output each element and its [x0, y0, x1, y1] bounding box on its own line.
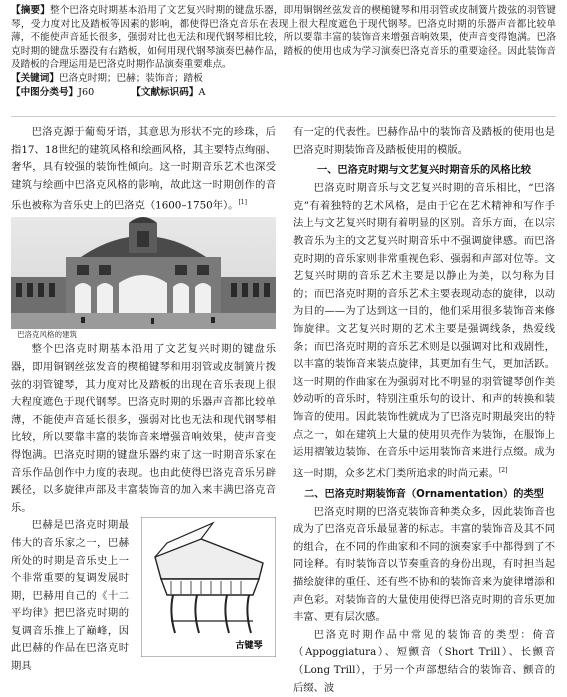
- clc-label: 【中图分类号】: [11, 86, 79, 98]
- citation-ref: [1]: [238, 199, 247, 207]
- keywords-label: 【关键词】: [11, 72, 59, 84]
- left-column: [11, 124, 276, 676]
- intro-paragraph: 巴洛克源于葡萄牙语，其意思为形状不完的珍珠，后指17、18世纪的建筑风格和绘画风格，其主要特点绚丽、奢华，具有较强的装饰性倾向。这一时期音乐艺术也深受建筑与绘画中巴洛克风格的影响，故此这一时期创作的音乐也被称为音乐史上的巴洛克（1600–1750年）。[1]: [11, 126, 276, 212]
- bach-paragraph: 巴赫是巴洛克时期最伟大的音乐家之一，巴赫所处的时期是音乐史上一个非常重要的复调发展时期，巴赫用自己的《十二平均律》把巴洛克时期的复调音乐推上了巅峰，因此巴赫的作品在巴洛克时期具: [11, 519, 129, 673]
- right-paragraph-3: 巴洛克时期作品中常见的装饰音的类型：倚音（Appoggiatura）、短颤音（Short Trill）、长颤音（Long Trill），于另一个声部想结合的装饰音、颤音的后缀、波: [293, 628, 555, 694]
- doc-code-value: A: [198, 86, 206, 98]
- harpsichord-image: [141, 517, 276, 657]
- left-paragraph-2: 整个巴洛克时期基本沿用了文艺复兴时期的键盘乐器，即用铜钢丝弦发音的楔槌键琴和用羽管或皮制簧片拨弦的羽管键琴，其力度对比及踏板的出现在音乐表现上很大程度遮色于现代钢琴。巴洛克时期的乐器声音都比较单薄，不能使声音延长很多，强弱对比也无法和现代钢琴相比较，所以要靠丰富的装饰音来增强音响效果，使声音变得饱满。巴洛克时期的键盘乐器约束了这一时期音乐家在音乐作品创作中力度的表现。也由此使得巴洛克音乐另辟蹊径，以多旋律声部及丰富装饰音的加入来丰满巴洛克音乐。: [11, 343, 276, 514]
- abstract-divider: [11, 116, 556, 117]
- abstract-label: 【摘要】: [11, 5, 50, 16]
- classification-line: [11, 86, 556, 100]
- keywords-line: [11, 72, 556, 86]
- harpsichord-label: 古键琴: [235, 641, 263, 652]
- abstract-text: 整个巴洛克时期基本沿用了文艺复兴时期的键盘乐器，即用铜钢丝弦发音的楔槌键琴和用羽管或皮制簧片拨弦的羽管键琴，受力度对比及踏板等因素的影响，都使得巴洛克音乐在表现上很大程度遮色于现代钢琴。巴洛克时期的乐器声音都比较单薄，不能使声音延长很多，强弱对比也无法和现代钢琴相比较，所以要靠丰富的装饰音来增强音响效果，使声音变得饱满。巴洛克时期的键盘乐器没有右踏板，如何用现代钢琴演奏巴赫作品，踏板的使用也成为学习演奏巴洛克音乐的重要途径。因此装饰音及踏板的合理运用是巴洛克时期作品演奏重要难点。: [11, 5, 557, 71]
- right-paragraph-0: 有一定的代表性。巴赫作品中的装饰音及踏板的使用也是巴洛克时期装饰音及踏板使用的模版。: [293, 126, 555, 156]
- right-paragraph-1: 巴洛克时期音乐与文艺复兴时期的音乐相比，“巴洛克”有着独特的艺术风格，是由于它在艺术精神和写作手法上与文艺复兴时期有着明显的区别。音乐方面，在以宗教音乐为主的文艺复兴时期音乐中不强调旋律感。而巴洛克时期的音乐家则非常重视色彩、强弱和声部对位等。文艺复兴时期的音乐艺术主要是以静止为美，以匀称为目的；而巴洛克时期的音乐艺术主要表现动态的旋律，以动为目的——为了达到这一目的，他们采用很多装饰音来修饰旋律。文艺复兴时期的艺术主要是强调线条，热爱线条；而巴洛克时期的音乐艺术则是以强调对比和戏剧性，以丰富的装饰音来装点旋律，其更加有生气，更加活跃。这一时期的作曲家在为强弱对比不明显的羽管键琴创作美妙动听的音乐时，特别注重乐句的设计、和声的转换和装饰音的使用。因此装饰性就成为了巴洛克时期最突出的特点之一，如在建筑上大量的使用贝壳作为装饰，在服饰上运用褶皱边装饰、在音乐中运用装饰音来进行点缀。成为这一时期，众多艺术门类所追求的时尚元素。[2]: [293, 182, 555, 480]
- abstract-block: [11, 4, 556, 99]
- right-column: [293, 124, 555, 697]
- bach-section: [11, 517, 276, 675]
- citation-ref: [2]: [498, 466, 508, 474]
- right-paragraph-2: 巴洛克时期的巴洛克装饰音种类众多，因此装饰音也成为了巴洛克音乐最显著的标志。丰富的装饰音及其不同的组合，在不同的作曲家和不同的演奏家手中都得到了不同诠释。有时装饰音以节奏重音的身份出现，有时担当起描绘旋律的重任、还有些不协和的装饰音来为旋律增添和声色彩。对装饰音的大量使用使得巴洛克时期的音乐更加丰富、更有层次感。: [293, 505, 555, 624]
- keywords-value: 巴洛克时期；巴赫；装饰音；踏板: [58, 72, 203, 84]
- abstract-paragraph: [11, 4, 556, 72]
- section-heading-1: 一、巴洛克时期与文艺复兴时期音乐的风格比较: [317, 165, 531, 177]
- baroque-building-image: [11, 217, 276, 329]
- clc-value: J60: [78, 86, 95, 98]
- section-heading-2: 二、巴洛克时期装饰音（Ornamentation）的类型: [304, 488, 544, 500]
- doc-code-label: 【文献标识码】: [131, 86, 199, 98]
- image-caption: 巴洛克风格的建筑: [17, 330, 77, 340]
